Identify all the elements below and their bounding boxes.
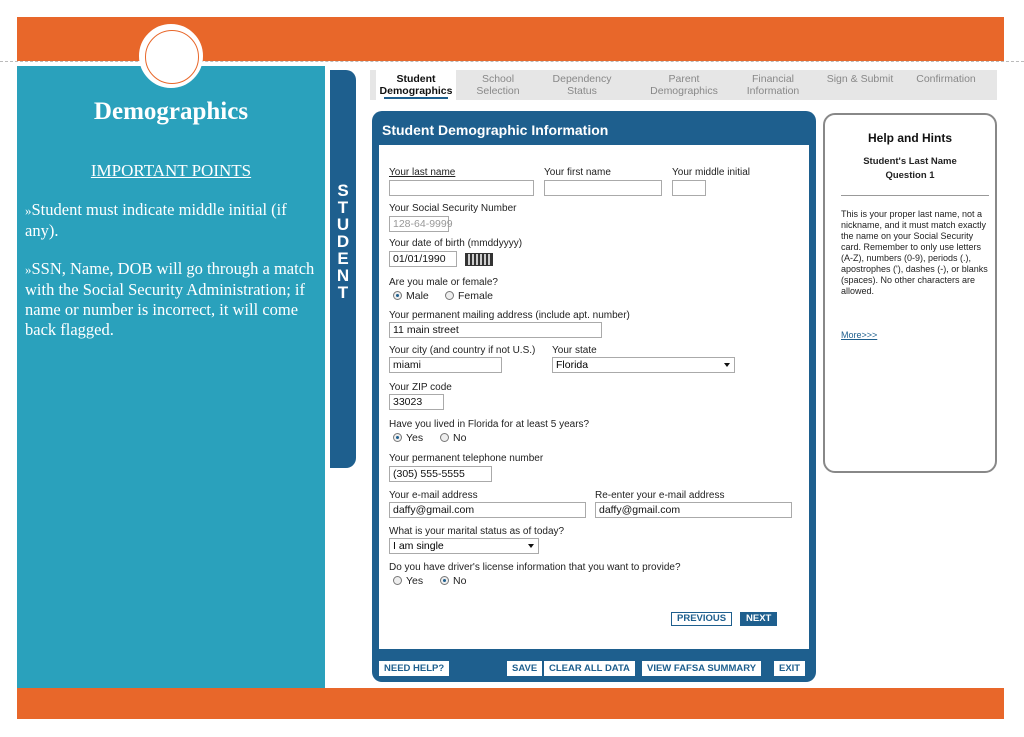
- bullet: »: [25, 262, 32, 277]
- previous-button[interactable]: PREVIOUS: [671, 612, 732, 626]
- tab-label: Demographics: [379, 85, 453, 97]
- sidebar-letter: U: [336, 215, 350, 234]
- tab-label: Parent: [668, 73, 700, 85]
- license-no-radio[interactable]: [440, 575, 466, 587]
- sidebar-letter: E: [337, 249, 349, 268]
- tab-parent-demographics[interactable]: [644, 73, 724, 97]
- help-question-name: Student's Last Name: [863, 156, 957, 167]
- tab-label: Confirmation: [916, 73, 976, 85]
- radio-icon: [445, 291, 454, 300]
- sidebar-letter: N: [336, 266, 350, 285]
- email-input[interactable]: daffy@gmail.com: [389, 502, 586, 518]
- radio-label: Yes: [406, 432, 424, 444]
- need-help-button[interactable]: NEED HELP?: [379, 661, 449, 676]
- first-name-label: Your first name: [544, 167, 611, 178]
- tab-student-demographics[interactable]: [376, 70, 456, 100]
- view-fafsa-summary-button[interactable]: VIEW FAFSA SUMMARY: [642, 661, 761, 676]
- point-text: SSN, Name, DOB will go through a match with the Social Security Administration; if name or number is incorrect, it will come back flagged.: [25, 259, 315, 339]
- phone-input[interactable]: (305) 555-5555: [389, 466, 492, 482]
- sidebar-letter: T: [337, 198, 349, 217]
- license-yes-radio[interactable]: [393, 575, 423, 587]
- address-input[interactable]: 11 main street: [389, 322, 602, 338]
- tab-label: Selection: [476, 85, 520, 97]
- email-label: Your e-mail address: [389, 490, 478, 501]
- radio-label: Male: [406, 290, 429, 302]
- gender-male-radio[interactable]: [393, 290, 429, 302]
- radio-icon: [393, 576, 402, 585]
- ssn-placeholder: 128-64-9999: [393, 218, 453, 230]
- dob-input[interactable]: 01/01/1990: [389, 251, 457, 267]
- info-panel: [17, 66, 325, 688]
- demographic-form: [372, 111, 816, 682]
- tab-label: Financial: [751, 73, 795, 85]
- address-label: Your permanent mailing address (include apt. number): [389, 310, 630, 321]
- bullet: »: [25, 203, 32, 218]
- help-subtitle: [825, 155, 995, 183]
- radio-icon: [440, 576, 449, 585]
- help-title: Help and Hints: [867, 131, 952, 145]
- zip-label: Your ZIP code: [389, 382, 452, 393]
- tab-sign-submit[interactable]: [822, 73, 898, 85]
- tab-label: Demographics: [650, 85, 718, 97]
- circle-logo: [139, 24, 203, 88]
- more-link[interactable]: More>>>: [841, 330, 878, 340]
- divider: [841, 195, 989, 196]
- bottom-banner: [17, 688, 1004, 719]
- phone-label: Your permanent telephone number: [389, 453, 544, 464]
- gender-female-radio[interactable]: [445, 290, 493, 302]
- calendar-icon[interactable]: [465, 253, 493, 266]
- florida-label: Have you lived in Florida for at least 5 years?: [389, 419, 590, 430]
- tab-financial-information[interactable]: [738, 73, 808, 97]
- sidebar-letter: T: [337, 283, 349, 302]
- email-confirm-label: Re-enter your e-mail address: [595, 490, 725, 501]
- last-name-label: Your last name: [389, 167, 456, 178]
- dropdown-arrow-icon: [528, 544, 534, 548]
- sidebar-letter: S: [337, 181, 349, 200]
- radio-label: No: [453, 575, 467, 587]
- help-hints-panel: [823, 113, 997, 473]
- radio-label: No: [453, 432, 467, 444]
- email-confirm-input[interactable]: daffy@gmail.com: [595, 502, 792, 518]
- radio-label: Yes: [406, 575, 424, 587]
- dropdown-arrow-icon: [724, 363, 730, 367]
- student-sidebar: [330, 70, 356, 468]
- tab-confirmation[interactable]: [906, 73, 986, 85]
- point-1: [25, 200, 320, 241]
- first-name-input[interactable]: [544, 180, 662, 196]
- panel-title: Demographics: [93, 98, 249, 125]
- tab-label: Sign & Submit: [826, 73, 894, 85]
- point-2: [25, 259, 320, 340]
- tab-label: Information: [746, 85, 800, 97]
- last-name-input[interactable]: [389, 180, 534, 196]
- save-button[interactable]: SAVE: [507, 661, 542, 676]
- tab-label: Status: [567, 85, 597, 97]
- help-question-number: Question 1: [885, 170, 935, 181]
- marital-value: I am single: [393, 540, 444, 552]
- florida-yes-radio[interactable]: [393, 432, 423, 444]
- form-body: [379, 145, 809, 649]
- tab-label: School: [481, 73, 515, 85]
- form-title: Student Demographic Information: [382, 122, 609, 138]
- gender-label: Are you male or female?: [389, 277, 498, 288]
- florida-no-radio[interactable]: [440, 432, 466, 444]
- city-input[interactable]: miami: [389, 357, 502, 373]
- tab-school-selection[interactable]: [466, 73, 530, 97]
- help-text: This is your proper last name, not a nickname, and it must match exactly the name on your Social Security card. Remember to only use letters (A-Z), numbers (0-9), periods (.), apostrophes ('), dashes (-), or blanks (spaces). No other characters are allowed.: [841, 209, 988, 296]
- zip-input[interactable]: 33023: [389, 394, 444, 410]
- tab-label: Student: [396, 73, 436, 85]
- dob-label: Your date of birth (mmddyyyy): [389, 238, 523, 249]
- tab-label: Dependency: [552, 73, 612, 85]
- radio-icon: [393, 433, 402, 442]
- form-footer: [372, 649, 816, 682]
- ssn-label: Your Social Security Number: [389, 203, 517, 214]
- exit-button[interactable]: EXIT: [774, 661, 805, 676]
- middle-initial-label: Your middle initial: [672, 167, 751, 178]
- radio-label: Female: [458, 290, 494, 302]
- marital-select[interactable]: [389, 538, 539, 554]
- next-button[interactable]: NEXT: [740, 612, 777, 626]
- important-heading: IMPORTANT POINTS: [90, 161, 252, 180]
- marital-label: What is your marital status as of today?: [389, 526, 565, 537]
- point-text: Student must indicate middle initial (if any).: [25, 200, 287, 240]
- tab-dependency-status[interactable]: [542, 73, 622, 97]
- sidebar-letter: D: [336, 232, 350, 251]
- tab-bar: [370, 70, 997, 100]
- state-label: Your state: [552, 345, 597, 356]
- ssn-input[interactable]: [389, 216, 453, 232]
- city-label: Your city (and country if not U.S.): [389, 345, 536, 356]
- clear-all-data-button[interactable]: CLEAR ALL DATA: [544, 661, 635, 676]
- radio-icon: [440, 433, 449, 442]
- state-value: Florida: [556, 359, 589, 371]
- radio-icon: [393, 291, 402, 300]
- state-select[interactable]: [552, 357, 735, 373]
- license-label: Do you have driver's license information that you want to provide?: [389, 562, 681, 573]
- middle-initial-input[interactable]: [672, 180, 706, 196]
